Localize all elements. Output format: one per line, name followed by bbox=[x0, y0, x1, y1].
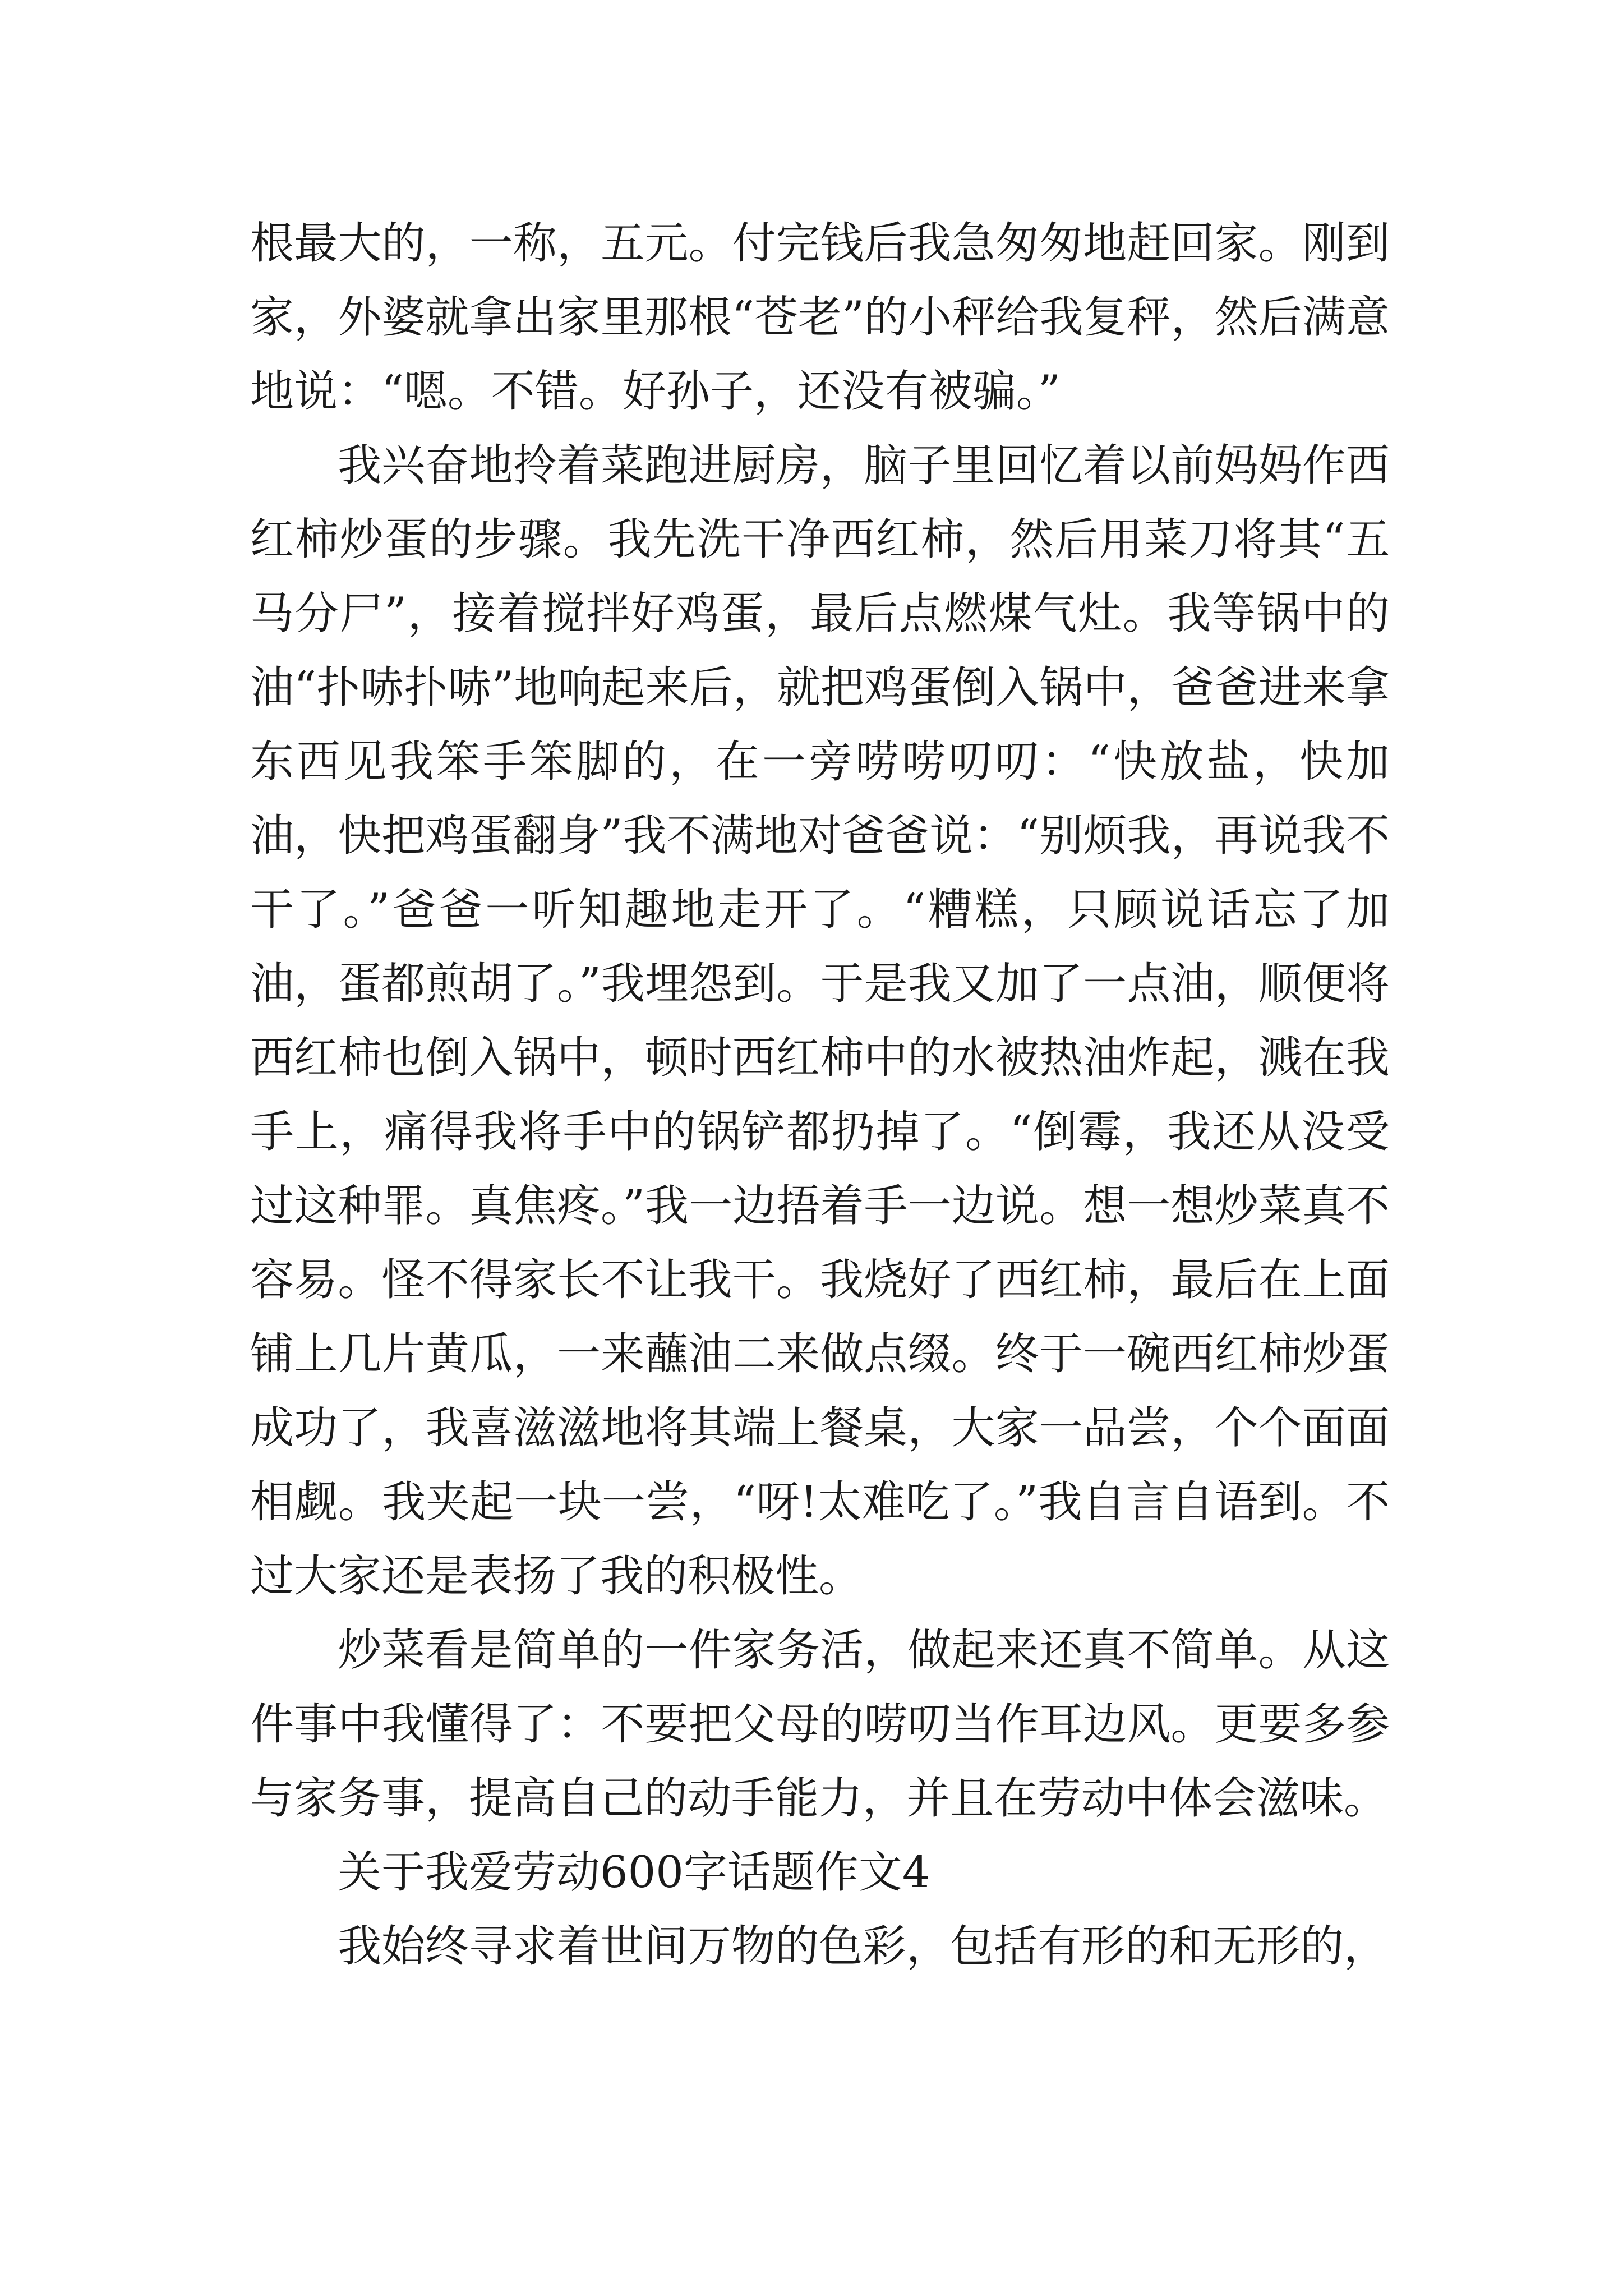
paragraph-conclusion: 炒菜看是简单的一件家务活，做起来还真不简单。从这件事中我懂得了：不要把父母的唠叨当作耳边风。更要多参与家务事，提高自己的动手能力，并且在劳动中体会滋味。 bbox=[250, 1625, 1390, 1824]
essay-heading: 关于我爱劳动600字话题作文4 bbox=[338, 1847, 930, 1898]
paragraph-next-essay-start: 我始终寻求着世间万物的色彩，包括有形的和无形的， bbox=[338, 1921, 1388, 1972]
paragraph-continued: 根最大的，一称，五元。付完钱后我急匆匆地赶回家。刚到家，外婆就拿出家里那根“苍老”的小秤给我复秤，然后满意地说：“嗯。不错。好孙子，还没有被骗。” bbox=[250, 218, 1390, 417]
document-body bbox=[250, 206, 1390, 1984]
paragraph-cooking-story: 我兴奋地拎着菜跑进厨房，脑子里回忆着以前妈妈作西红柿炒蛋的步骤。我先洗干净西红柿，然后用菜刀将其“五马分尸”，接着搅拌好鸡蛋，最后点燃煤气灶。我等锅中的油“扑哧扑哧”地响起来后，就把鸡蛋倒入锅中，爸爸进来拿东西见我笨手笨脚的，在一旁唠唠叨叨：“快放盐，快加油，快把鸡蛋翻身”我不满地对爸爸说：“别烦我，再说我不干了。”爸爸一听知趣地走开了。“糟糕，只顾说话忘了加油，蛋都煎胡了。”我埋怨到。于是我又加了一点油，顺便将西红柿也倒入锅中，顿时西红柿中的水被热油炸起，溅在我手上，痛得我将手中的锅铲都扔掉了。“倒霉，我还从没受过这种罪。真焦疼。”我一边捂着手一边说。想一想炒菜真不容易。怪不得家长不让我干。我烧好了西红柿，最后在上面铺上几片黄瓜，一来蘸油二来做点缀。终于一碗西红柿炒蛋成功了，我喜滋滋地将其端上餐桌，大家一品尝，个个面面相觑。我夹起一块一尝，“呀!太难吃了。”我自言自语到。不过大家还是表扬了我的积极性。 bbox=[250, 440, 1390, 1602]
